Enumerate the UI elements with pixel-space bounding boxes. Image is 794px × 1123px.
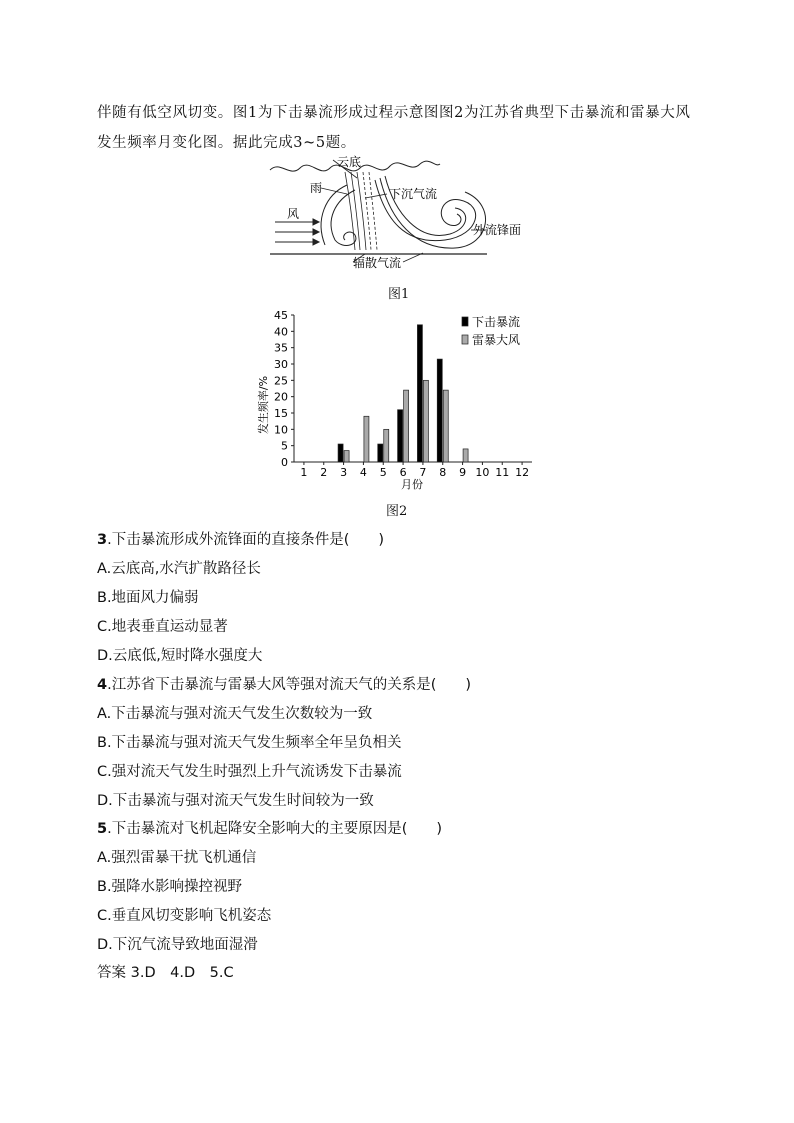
x-tick-label: 5: [379, 466, 387, 479]
y-tick-label: 20: [274, 390, 288, 404]
y-tick-label: 45: [274, 309, 288, 322]
bar-downburst-m6: [398, 410, 403, 462]
question-4-option-D: D.下击暴流与强对流天气发生时间较为一致: [97, 793, 374, 809]
bar-downburst-m8: [437, 359, 442, 462]
y-tick-label: 35: [274, 341, 288, 355]
wind-arrows: [275, 219, 319, 245]
y-tick-label: 30: [274, 358, 288, 371]
chart-xlabel: 月份: [401, 478, 423, 491]
question-3-option-A: A.云底高,水汽扩散路径长: [97, 561, 261, 577]
question-5-option-B: B.强降水影响操控视野: [97, 879, 243, 895]
question-5-option-D: D.下沉气流导致地面湿滑: [97, 937, 258, 953]
x-tick-label: 8: [439, 466, 447, 479]
label-rain: 雨: [310, 181, 323, 195]
question-number: 4: [97, 677, 108, 693]
question-5-option-C: C.垂直风切变影响飞机姿态: [97, 908, 272, 924]
legend-swatch: [462, 317, 468, 326]
figure1-diagram: [265, 150, 535, 270]
bar-thunderstorm-gale-m5: [384, 429, 389, 462]
bar-thunderstorm-gale-m4: [364, 416, 369, 462]
question-3-stem: [97, 528, 384, 549]
rain-shaft: [345, 172, 377, 250]
y-tick-label: 15: [274, 407, 288, 420]
x-tick-label: 9: [459, 466, 467, 479]
x-tick-label: 7: [419, 466, 427, 479]
y-tick-label: 0: [281, 456, 288, 469]
y-tick-label: 5: [281, 439, 288, 453]
bar-thunderstorm-gale-m7: [423, 380, 428, 462]
question-3-option-C: C.地表垂直运动显著: [97, 619, 228, 635]
legend-label: 雷暴大风: [472, 333, 521, 347]
x-tick-label: 6: [399, 466, 407, 479]
label-outflow-front: 外流锋面: [473, 223, 522, 237]
x-tick-label: 1: [300, 466, 308, 479]
question-text: .下击暴流对飞机起降安全影响大的主要原因是( ): [107, 821, 443, 837]
bar-thunderstorm-gale-m9: [463, 449, 468, 462]
label-wind: 风: [287, 207, 300, 221]
y-tick-label: 10: [274, 423, 288, 437]
x-tick-label: 2: [320, 466, 328, 479]
x-tick-label: 3: [340, 466, 348, 479]
x-tick-label: 4: [359, 466, 367, 479]
y-tick-label: 40: [274, 325, 288, 339]
question-number: 3: [97, 532, 108, 548]
question-text: .下击暴流形成外流锋面的直接条件是( ): [107, 532, 385, 548]
legend-swatch: [462, 335, 468, 344]
bar-thunderstorm-gale-m8: [443, 390, 448, 462]
x-tick-label: 12: [515, 466, 530, 479]
intro-line-1: 伴随有低空风切变。图1为下击暴流形成过程示意图图2为江苏省典型下击暴流和雷暴大风: [97, 105, 691, 121]
answer-line: 答案 3.D 4.D 5.C: [97, 965, 234, 981]
question-5-stem: [97, 817, 442, 838]
bar-downburst-m5: [378, 444, 383, 462]
x-tick-label: 11: [495, 466, 510, 479]
figure2-caption: 图2: [386, 504, 408, 519]
bar-downburst-m3: [338, 444, 343, 462]
bar-downburst-m7: [417, 325, 422, 462]
figure1-caption: 图1: [388, 287, 410, 302]
bar-thunderstorm-gale-m6: [404, 390, 409, 462]
figure2-chart: [250, 305, 550, 495]
label-downdraft: 下沉气流: [389, 187, 438, 201]
question-4-option-B: B.下击暴流与强对流天气发生频率全年呈负相关: [97, 735, 402, 751]
bar-thunderstorm-gale-m3: [344, 451, 349, 462]
question-4-stem: [97, 673, 471, 694]
chart-ylabel: 发生频率/%: [257, 375, 270, 435]
legend-label: 下击暴流: [472, 315, 521, 329]
question-4-option-C: C.强对流天气发生时强烈上升气流诱发下击暴流: [97, 764, 402, 780]
x-tick-label: 10: [475, 466, 490, 479]
question-3-option-D: D.云底低,短时降水强度大: [97, 648, 263, 664]
label-divergent-flow: 辐散气流: [353, 256, 402, 270]
question-4-option-A: A.下击暴流与强对流天气发生次数较为一致: [97, 706, 373, 722]
question-3-option-B: B.地面风力偏弱: [97, 590, 199, 606]
y-tick-label: 25: [274, 374, 288, 388]
question-text: .江苏省下击暴流与雷暴大风等强对流天气的关系是( ): [107, 677, 472, 693]
label-cloud-base: 云底: [337, 155, 362, 169]
intro-line-2: 发生频率月变化图。据此完成3~5题。: [97, 135, 356, 151]
question-5-option-A: A.强烈雷暴干扰飞机通信: [97, 850, 257, 866]
question-number: 5: [97, 821, 108, 837]
